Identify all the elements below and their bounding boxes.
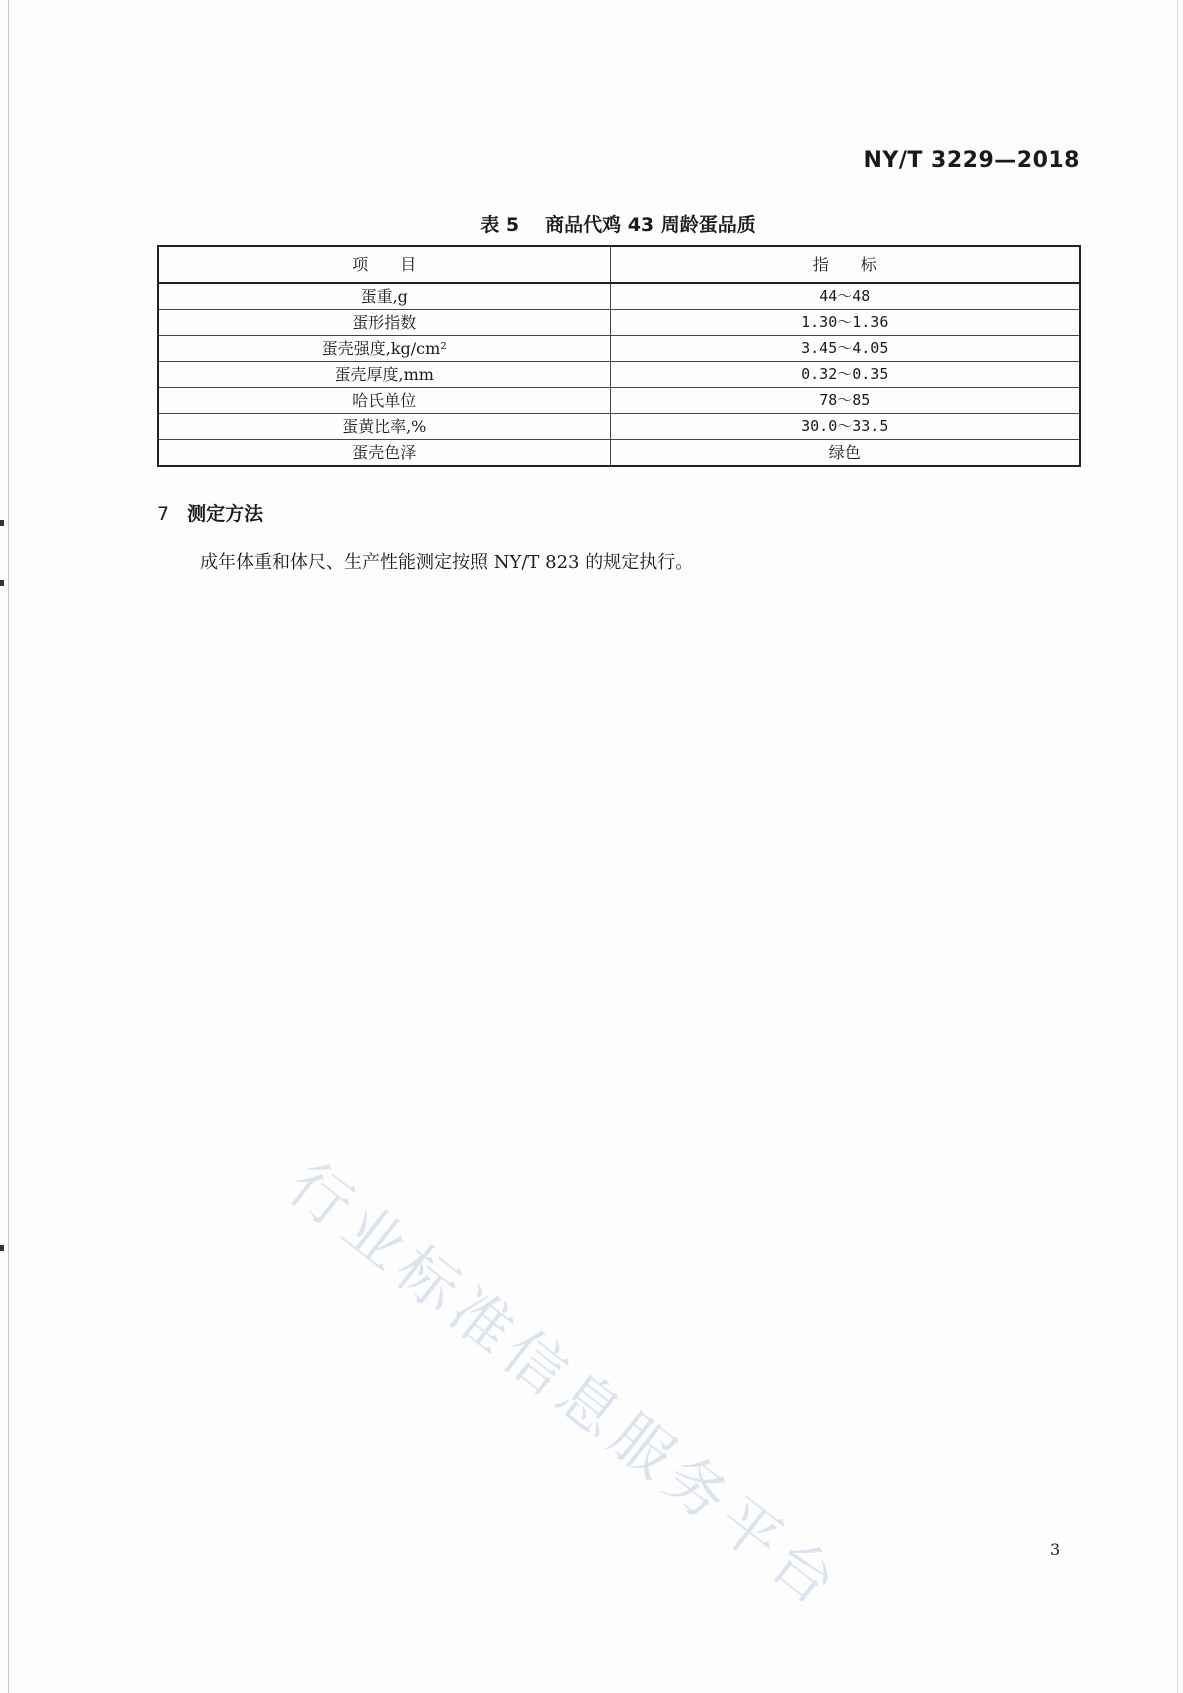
table-number: 表 5	[480, 214, 520, 236]
section-heading	[157, 499, 263, 526]
table-row	[158, 362, 1080, 388]
egg-quality-table	[157, 245, 1081, 467]
table-row	[158, 283, 1080, 310]
table-row	[158, 336, 1080, 362]
binding-mark	[0, 520, 4, 526]
row-value: 30.0～33.5	[610, 414, 1080, 440]
row-item: 蛋壳色泽	[158, 440, 610, 467]
row-item: 哈氏单位	[158, 388, 610, 414]
table-title: 商品代鸡 43 周龄蛋品质	[545, 214, 756, 236]
row-item: 蛋壳强度,kg/cm²	[158, 336, 610, 362]
column-header-value: 指 标	[610, 246, 1080, 283]
table-row	[158, 414, 1080, 440]
row-item: 蛋黄比率,%	[158, 414, 610, 440]
row-value: 3.45～4.05	[610, 336, 1080, 362]
table-row	[158, 440, 1080, 467]
section-paragraph: 成年体重和体尺、生产性能测定按照 NY/T 823 的规定执行。	[200, 552, 694, 573]
row-item: 蛋形指数	[158, 310, 610, 336]
watermark: 行业标准信息服务平台	[275, 1149, 855, 1624]
table-caption	[157, 210, 1079, 237]
section-title: 测定方法	[187, 503, 264, 525]
table-header-row	[158, 246, 1080, 283]
table-row	[158, 310, 1080, 336]
binding-mark	[0, 1245, 4, 1251]
standard-number: NY/T 3229—2018	[863, 148, 1080, 173]
binding-mark	[0, 580, 4, 586]
table-row	[158, 388, 1080, 414]
row-value: 0.32～0.35	[610, 362, 1080, 388]
row-value: 78～85	[610, 388, 1080, 414]
page-number: 3	[1050, 1540, 1061, 1559]
row-value: 44～48	[610, 283, 1080, 310]
row-item: 蛋重,g	[158, 283, 610, 310]
column-header-item: 项 目	[158, 246, 610, 283]
row-item: 蛋壳厚度,mm	[158, 362, 610, 388]
row-value: 绿色	[610, 440, 1080, 467]
section-number: 7	[157, 503, 170, 525]
row-value: 1.30～1.36	[610, 310, 1080, 336]
